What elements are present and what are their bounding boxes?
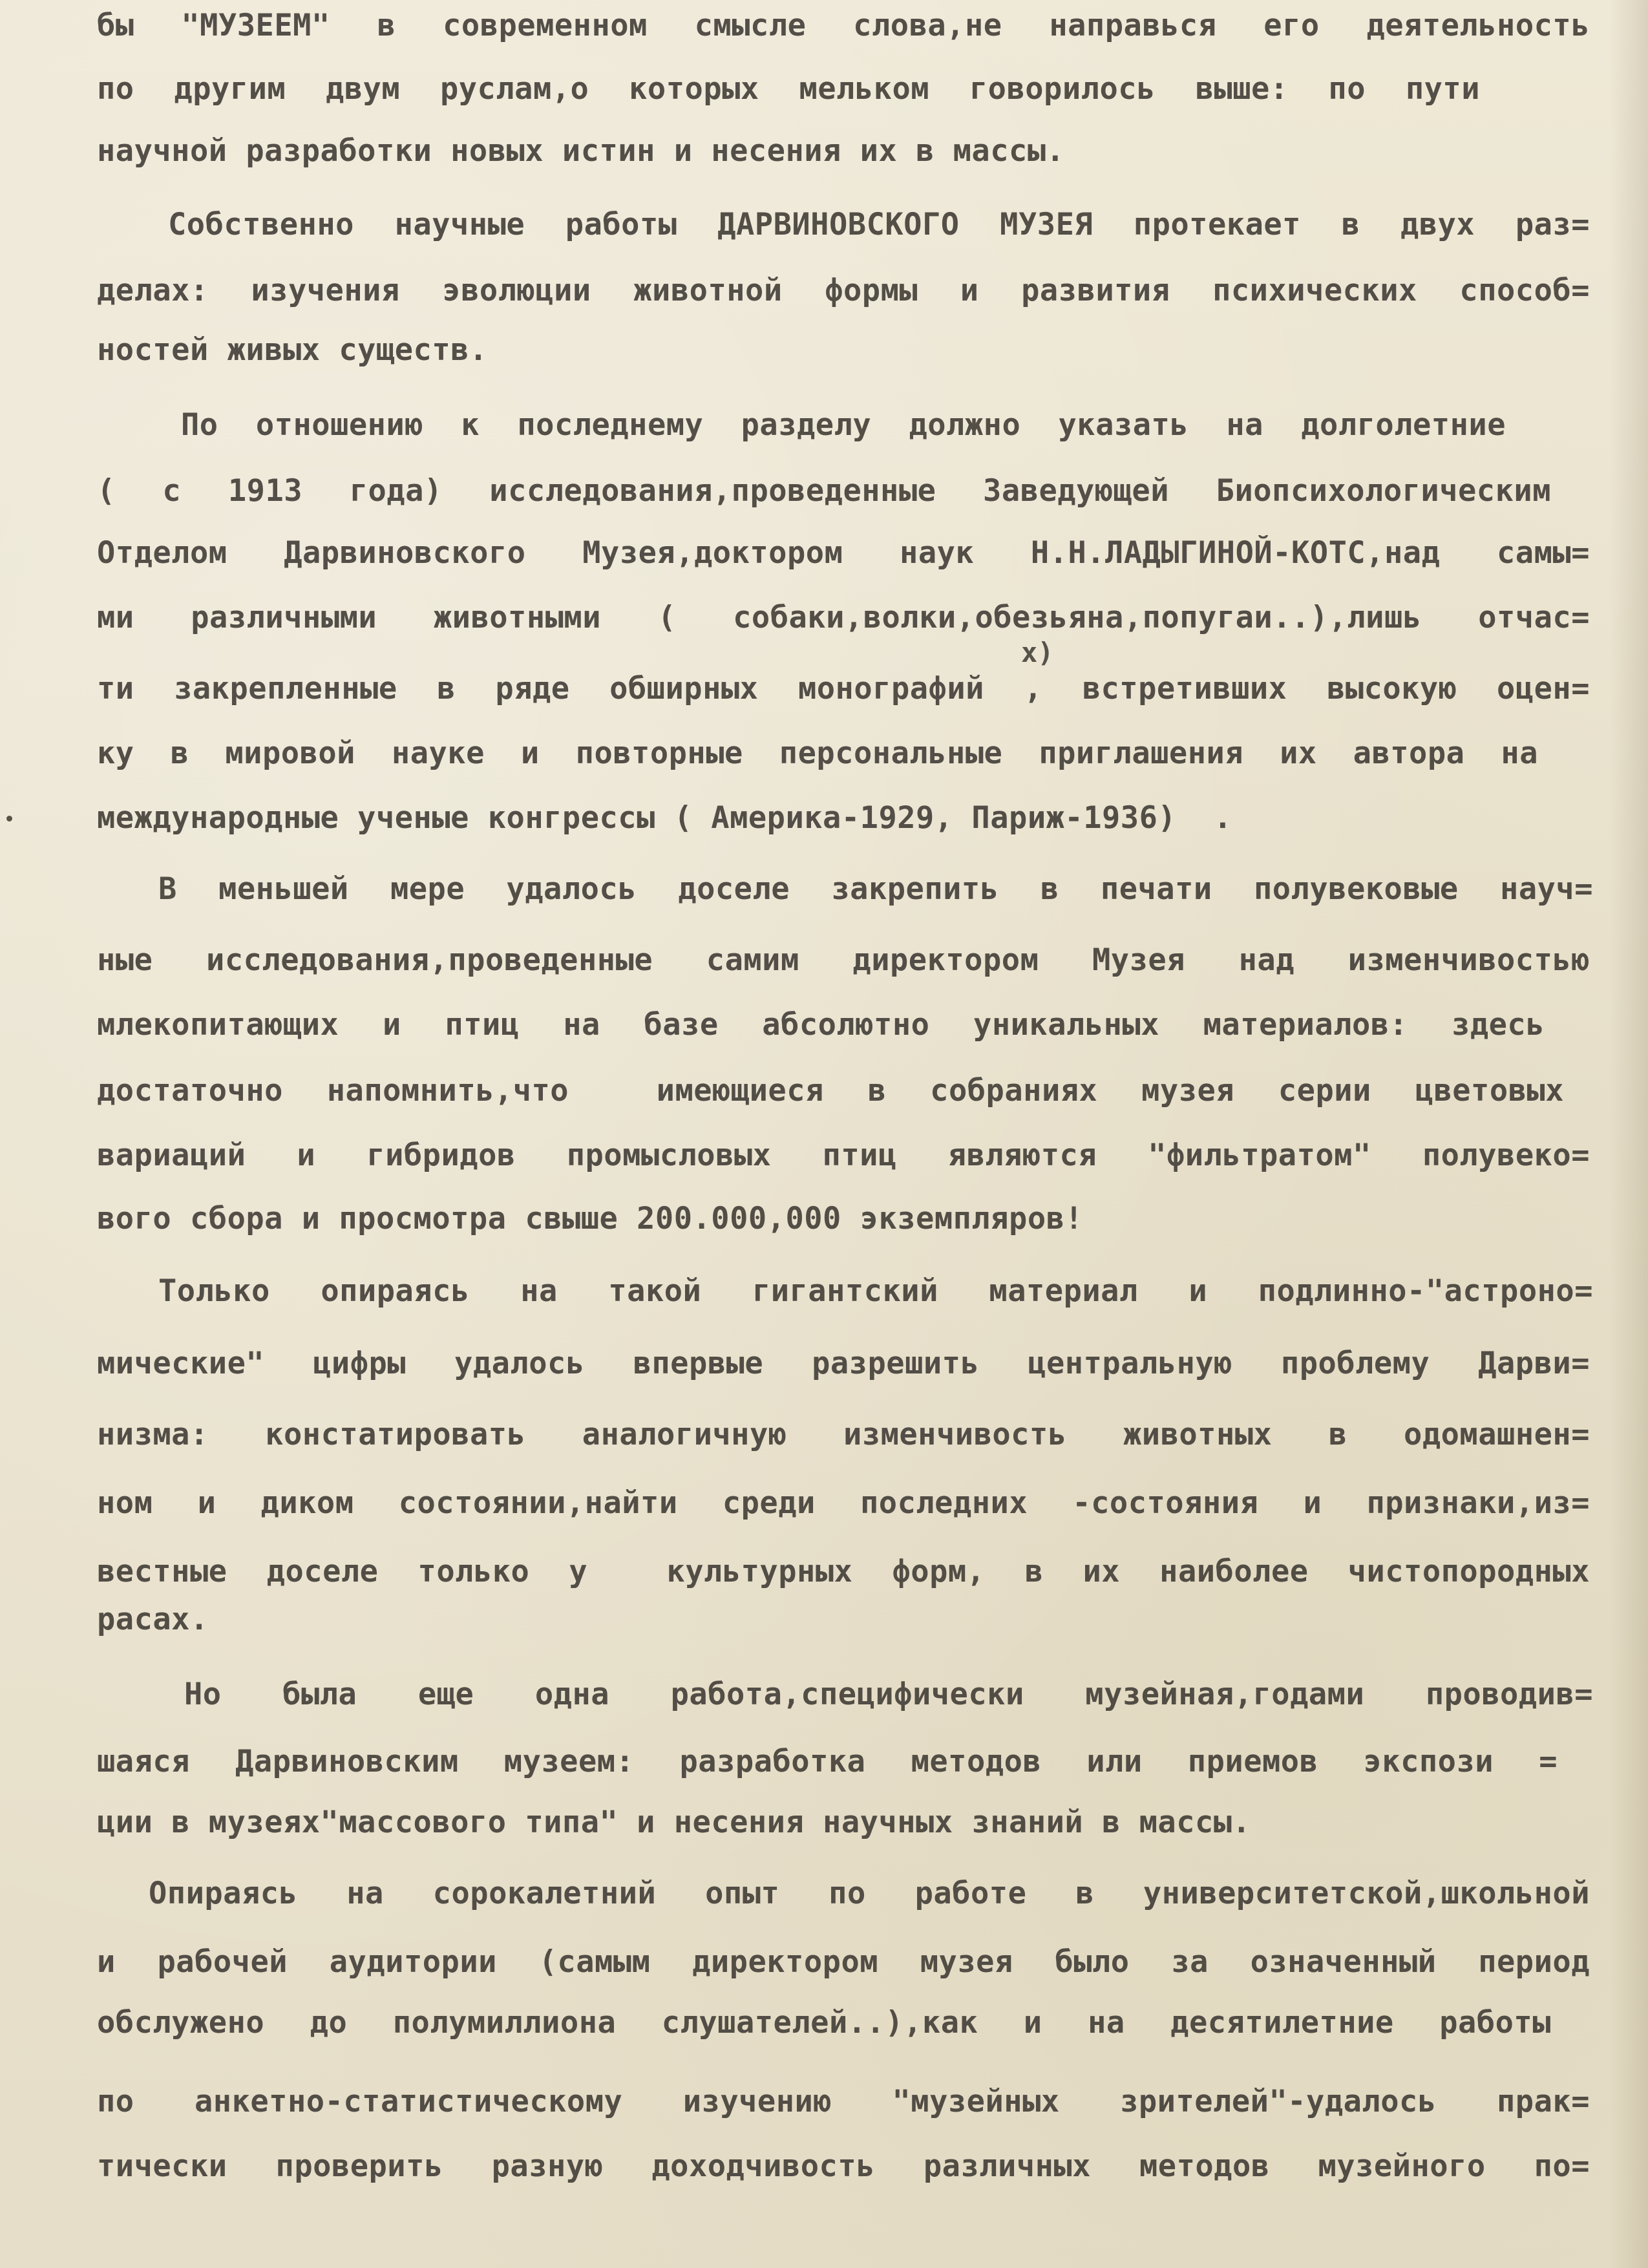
text-line: В меньшей мере удалось доселе закрепить в печати полувековые науч= — [158, 871, 1593, 907]
text-line: ку в мировой науке и повторные персональные приглашения их автора на — [97, 736, 1538, 771]
text-line: По отношению к последнему разделу должно указать на долголетние — [181, 407, 1506, 443]
margin-dot — [6, 816, 12, 821]
text-line: бы "МУЗЕЕМ" в современном смысле слова,не направься его деятельность — [97, 8, 1590, 43]
text-line: млекопитающих и птиц на базе абсолютно уникальных материалов: здесь — [97, 1007, 1545, 1043]
text-line: шаяся Дарвиновским музеем: разработка методов или приемов экспози = — [97, 1744, 1558, 1779]
text-line: ( с 1913 года) исследования,проведенные Заведующей Биопсихологическим — [97, 473, 1551, 509]
text-line: Но была еще одна работа,специфически музейная,годами проводив= — [184, 1677, 1593, 1712]
text-line: вого сбора и просмотра свыше 200.000,000 экземпляров! — [97, 1201, 1084, 1236]
text-line: тически проверить разную доходчивость различных методов музейного по= — [97, 2148, 1590, 2184]
text-line: и рабочей аудитории (самым директором музея было за означенный период — [97, 1944, 1590, 1980]
text-line: международные ученые конгрессы ( Америка-1929, Париж-1936) . — [97, 800, 1232, 836]
text-line: ном и диком состоянии,найти среди последних -состояния и признаки,из= — [97, 1485, 1590, 1521]
text-line: низма: констатировать аналогичную изменчивость животных в одомашнен= — [97, 1417, 1590, 1452]
text-line: ми различными животными ( собаки,волки,обезьяна,попугаи..),лишь отчас= — [97, 600, 1590, 635]
text-line: Только опираясь на такой гигантский материал и подлинно-"астроно= — [158, 1273, 1593, 1309]
text-line: Опираясь на сорокалетний опыт по работе в университетской,школьной — [149, 1876, 1590, 1911]
page-edge-shadow — [1609, 0, 1648, 2268]
text-line: Отделом Дарвиновского Музея,доктором наук Н.Н.ЛАДЫГИНОЙ-КОТС,над самы= — [97, 535, 1590, 571]
text-line: ти закрепленные в ряде обширных монографий , встретивших высокую оцен= — [97, 671, 1590, 706]
text-line: ные исследования,проведенные самим директором Музея над изменчивостью — [97, 942, 1590, 978]
footnote-marker: x) — [1021, 637, 1054, 668]
text-line: обслужено до полумиллиона слушателей..),как и на десятилетние работы — [97, 2005, 1551, 2040]
text-line: расах. — [97, 1602, 209, 1637]
text-line: ции в музеях"массового типа" и несения научных знаний в массы. — [97, 1805, 1251, 1840]
text-line: вестные доселе только у культурных форм, в их наиболее чистопородных — [97, 1554, 1590, 1589]
text-line: Собственно научные работы ДАРВИНОВСКОГО МУЗЕЯ протекает в двух раз= — [168, 207, 1590, 242]
text-line: по другим двум руслам,о которых мельком говорилось выше: по пути — [97, 71, 1480, 107]
text-line: ностей живых существ. — [97, 332, 488, 368]
text-line: достаточно напомнить,что имеющиеся в собраниях музея серии цветовых — [97, 1073, 1564, 1108]
text-line: делах: изучения эволюции животной формы и развития психических способ= — [97, 273, 1590, 308]
text-line: вариаций и гибридов промысловых птиц являются "фильтратом" полувеко= — [97, 1138, 1590, 1173]
text-line: мические" цифры удалось впервые разрешить центральную проблему Дарви= — [97, 1346, 1590, 1381]
text-line: по анкетно-статистическому изучению "музейных зрителей"-удалось прак= — [97, 2084, 1590, 2119]
text-line: научной разработки новых истин и несения их в массы. — [97, 133, 1065, 169]
